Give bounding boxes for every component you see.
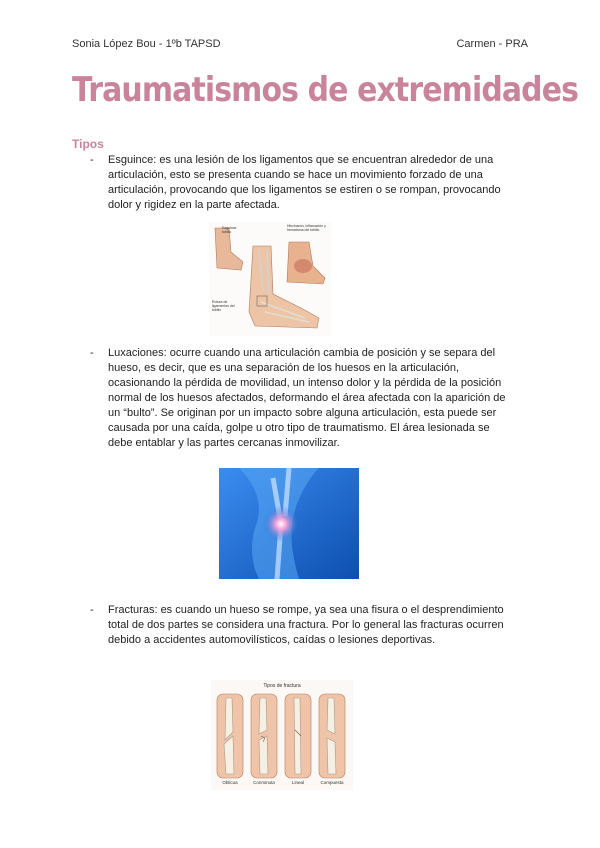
fracture-label-oblicua: Oblicua xyxy=(222,780,238,785)
fracture-label-conminuta: Conminuta xyxy=(253,780,275,785)
list-item-esguince xyxy=(90,153,508,213)
luxation-illustration xyxy=(219,468,359,579)
fracture-types-illustration xyxy=(211,680,353,790)
header-course: Carmen - PRA xyxy=(456,38,528,50)
list-item-fracturas xyxy=(90,603,508,648)
fracture-figure-title: Tipos de fractura xyxy=(263,683,301,689)
list-item-text: Fracturas: es cuando un hueso se rompe, ya sea una fisura o el desprendimiento total de dos partes se considera una fractura. Por lo general las fracturas ocurren debido a accidentes automovilísticos, caídas o lesiones deportivas. xyxy=(108,604,504,646)
list-item-luxaciones xyxy=(90,346,508,451)
header-author: Sonia López Bou - 1ºb TAPSD xyxy=(72,38,221,50)
section-heading: Tipos xyxy=(72,137,104,151)
fracture-label-compuesta: Compuesta xyxy=(320,780,344,785)
list-dash: - xyxy=(90,154,94,166)
sprain-label-top-right: Hinchazón, inflamación y hematoma del tobillo xyxy=(287,224,326,232)
sprain-illustration xyxy=(209,222,331,336)
list-dash: - xyxy=(90,604,94,616)
list-dash: - xyxy=(90,347,94,359)
list-item-text: Esguince: es una lesión de los ligamentos que se encuentran alrededor de una articulación, esto se presenta cuando se hace un movimiento forzado de una articulación, provocando que los ligamentos se estiren o se rompan, provocando dolor y rigidez en la parte afectada. xyxy=(108,154,501,211)
sprain-label-bottom-left: Rotura de ligamentos del tobillo xyxy=(212,300,235,312)
sprain-label-top-left: Esguince tobillo xyxy=(222,226,237,234)
list-item-text: Luxaciones: ocurre cuando una articulación cambia de posición y se separa del hueso, es decir, que es una separación de los huesos en la articulación, ocasionando la pérdida de movilidad, un intenso dolor y la pérdida de la posición normal de los huesos afectados, deformando el área afectada con la aparición de un “bulto”. Se originan por un impacto sobre alguna articulación, esta puede ser causada por una caída, golpe u otro tipo de traumatismo. El área lesionada se debe entablar y las partes cercanas inmovilizar. xyxy=(108,347,506,449)
document-title: Traumatismos de extremidades xyxy=(72,70,579,110)
fracture-label-lineal: Lineal xyxy=(291,780,304,785)
